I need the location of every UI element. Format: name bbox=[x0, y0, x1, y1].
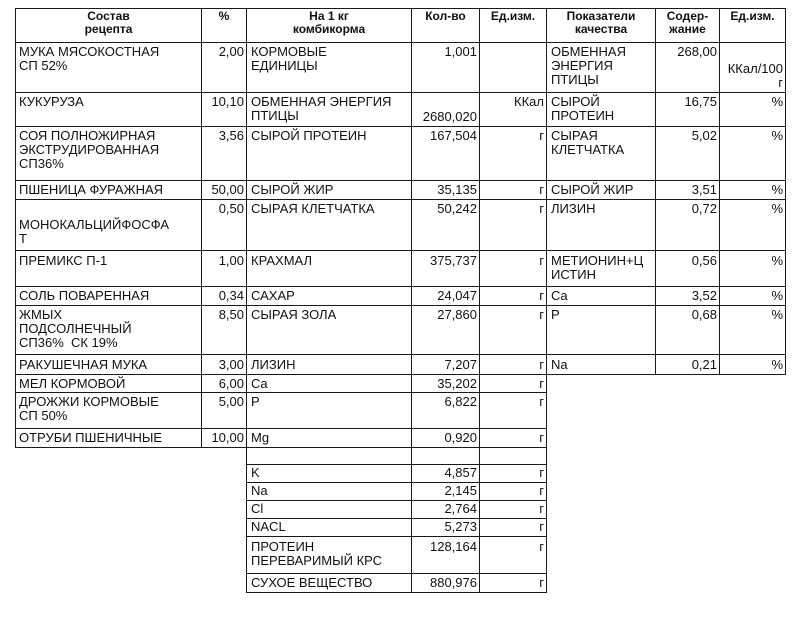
per-kg-name: СЫРОЙ ПРОТЕИН bbox=[251, 128, 367, 143]
recipe-pct: 5,00 bbox=[218, 394, 244, 409]
per-kg-name: Mg bbox=[251, 430, 270, 445]
per-kg-name: СЫРОЙ ЖИР bbox=[251, 182, 334, 197]
recipe-pct: 2,00 bbox=[218, 44, 244, 59]
per-kg-name: Na bbox=[251, 483, 268, 498]
per-kg-unit: г bbox=[539, 128, 544, 143]
recipe-pct: 6,00 bbox=[218, 376, 244, 391]
per-kg-qty: 167,504 bbox=[430, 128, 477, 143]
per-kg-qty: 2680,020 bbox=[422, 109, 477, 124]
per-kg-unit: г bbox=[539, 430, 544, 445]
per-kg-qty: 27,860 bbox=[437, 307, 477, 322]
per-kg-unit: г bbox=[539, 539, 544, 554]
per-kg-name: КОРМОВЫЕ ЕДИНИЦЫ bbox=[251, 44, 327, 73]
recipe-name: СОЛЬ ПОВАРЕННАЯ bbox=[19, 288, 150, 303]
recipe-pct: 10,00 bbox=[211, 430, 244, 445]
per-kg-name: NACL bbox=[251, 519, 286, 534]
recipe-pct: 1,00 bbox=[218, 253, 244, 268]
per-kg-qty: 1,001 bbox=[444, 44, 477, 59]
recipe-name: ОТРУБИ ПШЕНИЧНЫЕ bbox=[19, 430, 163, 445]
per-kg-qty: 0,920 bbox=[444, 430, 477, 445]
quality-name: P bbox=[551, 307, 560, 322]
per-kg-qty: 2,764 bbox=[444, 501, 477, 516]
per-kg-unit: г bbox=[539, 307, 544, 322]
recipe-name: КУКУРУЗА bbox=[19, 94, 84, 109]
per-kg-unit: г bbox=[539, 182, 544, 197]
recipe-pct: 3,56 bbox=[218, 128, 244, 143]
quality-unit: % bbox=[771, 307, 783, 322]
per-kg-unit: г bbox=[539, 357, 544, 372]
recipe-name: ДРОЖЖИ КОРМОВЫЕ СП 50% bbox=[19, 394, 159, 423]
quality-name: ЛИЗИН bbox=[551, 201, 596, 216]
per-kg-name: СУХОЕ ВЕЩЕСТВО bbox=[251, 575, 373, 590]
recipe-name: РАКУШЕЧНАЯ МУКА bbox=[19, 357, 148, 372]
per-kg-qty: 5,273 bbox=[444, 519, 477, 534]
quality-name: СЫРАЯ КЛЕТЧАТКА bbox=[551, 128, 625, 157]
per-kg-unit: г bbox=[539, 288, 544, 303]
quality-unit: ККал/100 г bbox=[727, 61, 783, 90]
header-percent: % bbox=[218, 9, 230, 23]
per-kg-unit: г bbox=[539, 483, 544, 498]
quality-unit: % bbox=[771, 182, 783, 197]
recipe-pct: 50,00 bbox=[211, 182, 244, 197]
per-kg-qty: 2,145 bbox=[444, 483, 477, 498]
recipe-pct: 0,34 bbox=[218, 288, 244, 303]
quality-name: ОБМЕННАЯ ЭНЕРГИЯ ПТИЦЫ bbox=[551, 44, 626, 87]
header-recipe: Состав рецепта bbox=[84, 9, 133, 36]
quality-unit: % bbox=[771, 128, 783, 143]
per-kg-name: Ca bbox=[251, 376, 268, 391]
quality-unit: % bbox=[771, 357, 783, 372]
quality-name: Na bbox=[551, 357, 568, 372]
recipe-pct: 3,00 bbox=[218, 357, 244, 372]
per-kg-name: СЫРАЯ ЗОЛА bbox=[251, 307, 337, 322]
quality-value: 3,52 bbox=[691, 288, 717, 303]
per-kg-name: ЛИЗИН bbox=[251, 357, 296, 372]
recipe-pct: 0,50 bbox=[218, 201, 244, 216]
quality-name: Ca bbox=[551, 288, 568, 303]
quality-unit: % bbox=[771, 288, 783, 303]
per-kg-qty: 880,976 bbox=[430, 575, 477, 590]
per-kg-unit: ККал bbox=[514, 94, 544, 109]
quality-name: СЫРОЙ ПРОТЕИН bbox=[551, 94, 615, 123]
per-kg-qty: 6,822 bbox=[444, 394, 477, 409]
per-kg-name: K bbox=[251, 465, 260, 480]
recipe-name: СОЯ ПОЛНОЖИРНАЯ ЭКСТРУДИРОВАННАЯ СП36% bbox=[19, 128, 160, 171]
quality-name: МЕТИОНИН+Ц ИСТИН bbox=[551, 253, 644, 282]
quality-value: 0,72 bbox=[691, 201, 717, 216]
recipe-name: МОНОКАЛЬЦИЙФОСФА Т bbox=[19, 217, 169, 246]
quality-value: 0,68 bbox=[691, 307, 717, 322]
per-kg-qty: 50,242 bbox=[437, 201, 477, 216]
per-kg-qty: 24,047 bbox=[437, 288, 477, 303]
recipe-name: МЕЛ КОРМОВОЙ bbox=[19, 376, 126, 391]
per-kg-name: КРАХМАЛ bbox=[251, 253, 313, 268]
per-kg-unit: г bbox=[539, 501, 544, 516]
recipe-pct: 10,10 bbox=[211, 94, 244, 109]
per-kg-qty: 375,737 bbox=[430, 253, 477, 268]
per-kg-name: ПРОТЕИН ПЕРЕВАРИМЫЙ КРС bbox=[251, 539, 383, 568]
header-per-kg: На 1 кг комбикорма bbox=[292, 9, 366, 36]
quality-unit: % bbox=[771, 94, 783, 109]
per-kg-unit: г bbox=[539, 519, 544, 534]
header-unit: Ед.изм. bbox=[490, 9, 536, 23]
per-kg-unit: г bbox=[539, 376, 544, 391]
recipe-name: ЖМЫХ ПОДСОЛНЕЧНЫЙ СП36% СК 19% bbox=[19, 307, 132, 350]
recipe-pct: 8,50 bbox=[218, 307, 244, 322]
header-quantity: Кол-во bbox=[425, 9, 466, 23]
quality-unit: % bbox=[771, 201, 783, 216]
per-kg-name: САХАР bbox=[251, 288, 295, 303]
per-kg-name: P bbox=[251, 394, 260, 409]
per-kg-unit: г bbox=[539, 201, 544, 216]
quality-value: 16,75 bbox=[684, 94, 717, 109]
recipe-name: ПШЕНИЦА ФУРАЖНАЯ bbox=[19, 182, 164, 197]
per-kg-name: ОБМЕННАЯ ЭНЕРГИЯ ПТИЦЫ bbox=[251, 94, 392, 123]
header-unit-2: Ед.изм. bbox=[730, 9, 775, 23]
quality-value: 268,00 bbox=[677, 44, 717, 59]
recipe-name: ПРЕМИКС П-1 bbox=[19, 253, 108, 268]
quality-name: СЫРОЙ ЖИР bbox=[551, 182, 634, 197]
quality-unit: % bbox=[771, 253, 783, 268]
per-kg-name: СЫРАЯ КЛЕТЧАТКА bbox=[251, 201, 375, 216]
per-kg-qty: 128,164 bbox=[430, 539, 477, 554]
per-kg-qty: 4,857 bbox=[444, 465, 477, 480]
quality-value: 3,51 bbox=[691, 182, 717, 197]
quality-value: 5,02 bbox=[691, 128, 717, 143]
per-kg-qty: 35,135 bbox=[437, 182, 477, 197]
per-kg-unit: г bbox=[539, 575, 544, 590]
per-kg-unit: г bbox=[539, 465, 544, 480]
quality-value: 0,21 bbox=[691, 357, 717, 372]
header-quality: Показатели качества bbox=[566, 9, 636, 36]
recipe-name: МУКА МЯСОКОСТНАЯ СП 52% bbox=[19, 44, 160, 73]
per-kg-unit: г bbox=[539, 253, 544, 268]
per-kg-qty: 7,207 bbox=[444, 357, 477, 372]
per-kg-name: Cl bbox=[251, 501, 264, 516]
header-content: Содер- жание bbox=[666, 9, 709, 36]
quality-value: 0,56 bbox=[691, 253, 717, 268]
per-kg-unit: г bbox=[539, 394, 544, 409]
per-kg-qty: 35,202 bbox=[437, 376, 477, 391]
